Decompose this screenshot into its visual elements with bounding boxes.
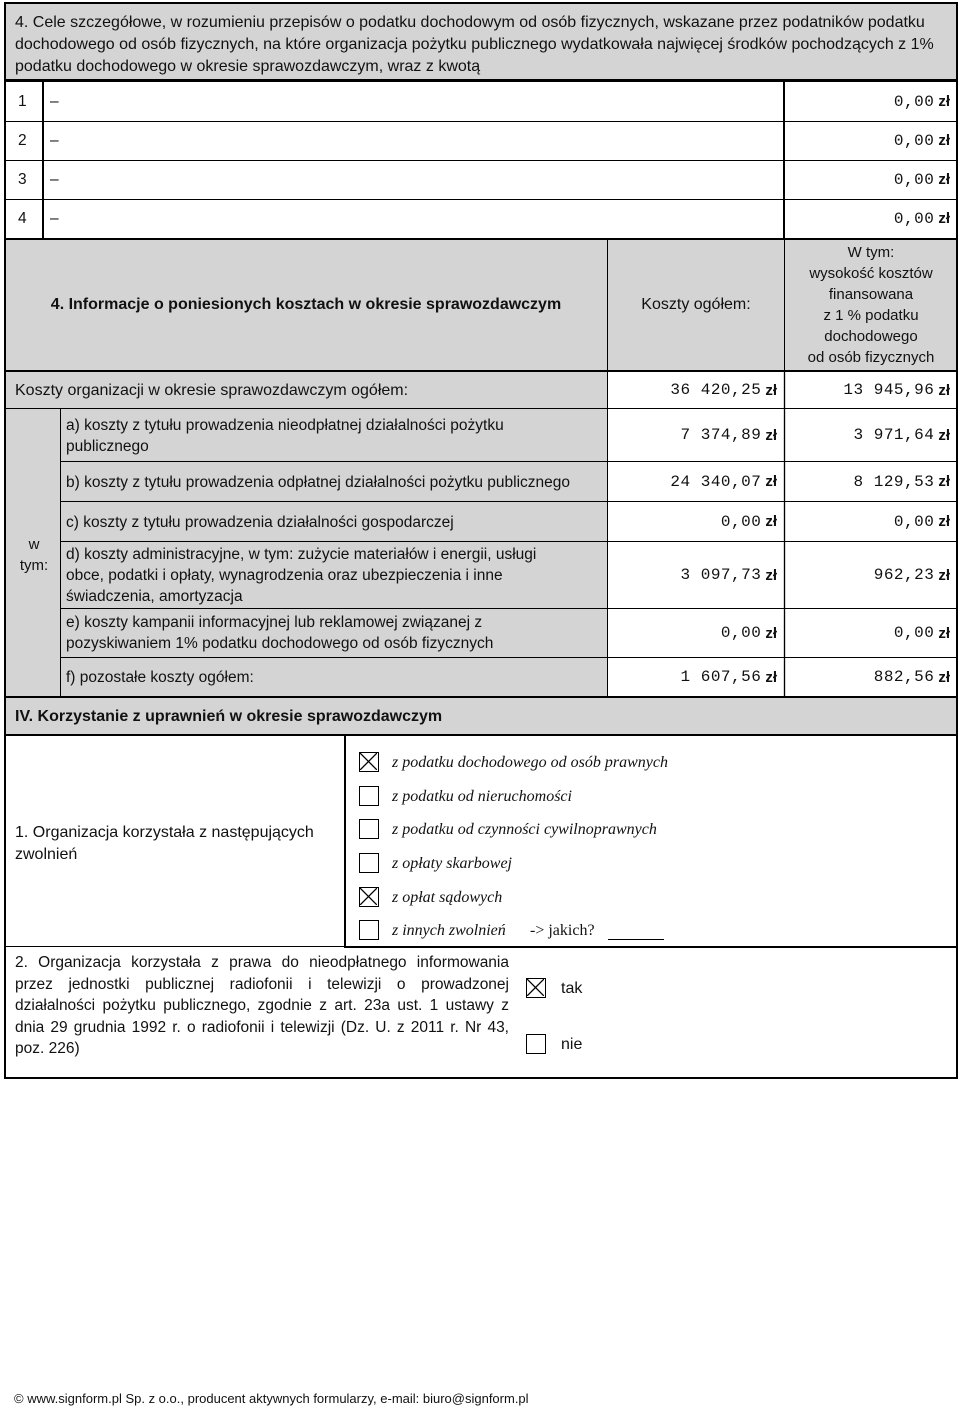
total-amount: 36 420,25 zł bbox=[608, 372, 783, 408]
cost-item-c bbox=[61, 502, 956, 541]
costs-title: 4. Informacje o poniesionych kosztach w okresie sprawozdawczym bbox=[50, 296, 562, 313]
cost-item-amount: 0,00 zł bbox=[608, 609, 783, 657]
goal-number: 3 bbox=[18, 171, 27, 188]
cost-item-1pct: 962,23 zł bbox=[786, 542, 956, 608]
goal-description: – bbox=[50, 210, 59, 227]
goal-description: – bbox=[50, 171, 59, 188]
checkmark-x-icon bbox=[360, 888, 377, 905]
checkmark-x-icon bbox=[527, 979, 544, 996]
checkbox-court[interactable] bbox=[359, 887, 379, 907]
goal-amount: 0,00 zł bbox=[893, 92, 950, 111]
option-label: z podatku od czynności cywilnoprawnych bbox=[392, 821, 657, 838]
goal-description: – bbox=[50, 93, 59, 110]
checkbox-stamp[interactable] bbox=[359, 853, 379, 873]
col-1pct-header: W tym: wysokość kosztów finansowana z 1 % podatku dochodowego od osób fizycznych bbox=[807, 244, 935, 366]
cost-item-1pct: 0,00 zł bbox=[786, 502, 956, 541]
option-label: z podatku dochodowego od osób prawnych bbox=[392, 754, 668, 771]
checkmark-x-icon bbox=[360, 753, 377, 770]
option-label: tak bbox=[561, 980, 583, 997]
goal-amount: 0,00 zł bbox=[893, 170, 950, 189]
q2-label: 2. Organizacja korzystała z prawa do nieodpłatnego informowania przez jednostki publicznej radiofonii i telewizji o prowadzonej działalności pożytku publicznego, zgodnie z art. 23a ust. 1 ustawy z dnia 29 grudnia 1992 r. o radiofonii i telewizji (Dz. U. z 2011 r. Nr 43, poz. 226) bbox=[15, 954, 509, 1057]
option-label: z podatku od nieruchomości bbox=[392, 788, 572, 805]
option-label: z innych zwolnień bbox=[392, 922, 506, 939]
cost-item-1pct: 8 129,53 zł bbox=[786, 462, 956, 501]
cost-item-amount: 3 097,73 zł bbox=[608, 542, 783, 608]
cost-item-label: a) koszty z tytułu prowadzenia nieodpłatnej działalności pożytku publicznego bbox=[66, 417, 504, 455]
cost-item-e bbox=[61, 609, 956, 657]
goal-amount: 0,00 zł bbox=[893, 131, 950, 150]
option-label: z opłat sądowych bbox=[392, 889, 503, 906]
cost-item-d bbox=[61, 542, 956, 608]
cost-item-amount: 1 607,56 zł bbox=[608, 658, 783, 696]
option-label: nie bbox=[561, 1036, 583, 1053]
section-4a-rows bbox=[4, 80, 958, 240]
w-tym-label: w tym: bbox=[19, 536, 49, 574]
goal-amount: 0,00 zł bbox=[893, 209, 950, 228]
checkbox-civil[interactable] bbox=[359, 819, 379, 839]
checkbox-cit[interactable] bbox=[359, 752, 379, 772]
privileges-heading: IV. Korzystanie z uprawnień w okresie sprawozdawczym bbox=[15, 708, 443, 725]
cost-item-label: c) koszty z tytułu prowadzenia działalności gospodarczej bbox=[66, 514, 454, 531]
costs-section bbox=[4, 238, 958, 698]
q1-label: 1. Organizacja korzystała z następujących zwolnień bbox=[15, 824, 314, 863]
goal-number: 2 bbox=[18, 132, 27, 149]
cost-item-amount: 0,00 zł bbox=[608, 502, 783, 541]
cost-item-1pct: 0,00 zł bbox=[786, 609, 956, 657]
privileges-section bbox=[4, 696, 958, 1079]
total-1pct-amount: 13 945,96 zł bbox=[786, 372, 956, 408]
checkbox-no[interactable] bbox=[526, 1034, 546, 1054]
cost-item-amount: 24 340,07 zł bbox=[608, 462, 783, 501]
checkbox-other[interactable] bbox=[359, 920, 379, 940]
cost-item-label: e) koszty kampanii informacyjnej lub reklamowej związanej z pozyskiwaniem 1% podatku dochodowego od osób fizycznych bbox=[66, 614, 494, 652]
privileges-heading-bar bbox=[6, 698, 956, 736]
cost-item-label: b) koszty z tytułu prowadzenia odpłatnej działalności pożytku publicznego bbox=[66, 474, 571, 491]
cost-item-a bbox=[61, 409, 956, 461]
cost-item-amount: 7 374,89 zł bbox=[608, 409, 783, 461]
option-label: z opłaty skarbowej bbox=[392, 855, 512, 872]
checkbox-property[interactable] bbox=[359, 786, 379, 806]
section-4a-heading-box bbox=[4, 2, 958, 81]
cost-item-1pct: 3 971,64 zł bbox=[786, 409, 956, 461]
cost-item-f bbox=[61, 658, 956, 696]
cost-item-label: f) pozostałe koszty ogółem: bbox=[66, 669, 254, 686]
col-total-header: Koszty ogółem: bbox=[641, 296, 751, 313]
goal-description: – bbox=[50, 132, 59, 149]
total-label: Koszty organizacji w okresie sprawozdawczym ogółem: bbox=[15, 382, 409, 399]
other-exemption-input[interactable] bbox=[608, 939, 664, 940]
cost-item-b bbox=[61, 462, 956, 501]
cost-item-1pct: 882,56 zł bbox=[786, 658, 956, 696]
cost-item-label: d) koszty administracyjne, w tym: zużycie materiałów i energii, usługi obce, podatki i opłaty, wynagrodzenia oraz ubezpieczenia i inne świadczenia, amortyzacja bbox=[66, 546, 537, 605]
other-suffix: -> jakich? bbox=[530, 922, 595, 939]
goal-number: 1 bbox=[18, 93, 27, 110]
checkbox-yes[interactable] bbox=[526, 978, 546, 998]
goal-number: 4 bbox=[18, 210, 27, 227]
section-4a-heading: 4. Cele szczegółowe, w rozumieniu przepisów o podatku dochodowym od osób fizycznych, wskazane przez podatników podatku dochodowego od osób fizycznych, na które organizacja pożytku publicznego wydatkowała najwięcej środków pochodzących z 1% podatku dochodowego w okresie sprawozdawczym, wraz z kwotą bbox=[15, 14, 934, 75]
footer-text: © www.signform.pl Sp. z o.o., producent aktywnych formularzy, e-mail: biuro@signform.pl bbox=[14, 1391, 529, 1406]
